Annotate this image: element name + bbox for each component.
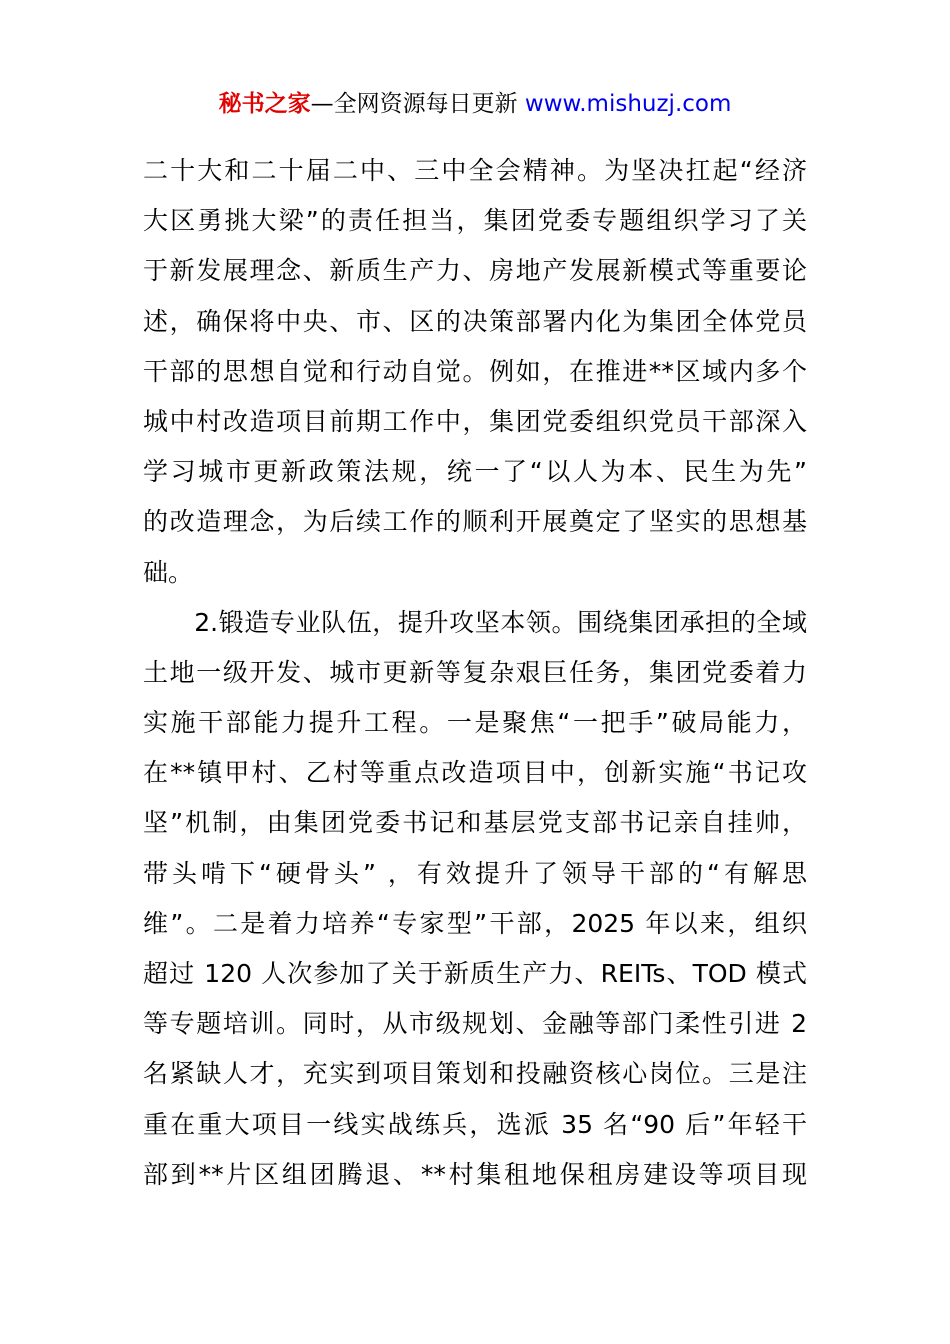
text-line: 城中村改造项目前期工作中，集团党委组织党员干部深入 — [143, 406, 807, 436]
text-line: 部到**片区组团腾退、**村集租地保租房建设等项目现 — [143, 1159, 807, 1189]
paragraph-last-line: 础。 — [143, 557, 194, 587]
text-line: 述，确保将中央、市、区的决策部署内化为集团全体党员 — [143, 306, 807, 336]
paragraph-first-line: 2.锻造专业队伍，提升攻坚本领。围绕集团承担的全域 — [143, 607, 807, 637]
text-line: 大区勇挑大梁”的责任担当，集团党委专题组织学习了关 — [143, 206, 807, 236]
text-line: 土地一级开发、城市更新等复杂艰巨任务，集团党委着力 — [143, 657, 807, 687]
text-line: 带头啃下“硬骨头” ，有效提升了领导干部的“有解思 — [143, 858, 807, 888]
text-line: 于新发展理念、新质生产力、房地产发展新模式等重要论 — [143, 256, 807, 286]
text-line: 维”。二是着力培养“专家型”干部，2025 年以来，组织 — [143, 908, 807, 938]
text-line: 的改造理念，为后续工作的顺利开展奠定了坚实的思想基 — [143, 507, 807, 537]
text-line: 超过 120 人次参加了关于新质生产力、REITs、TOD 模式 — [143, 959, 807, 988]
text-line: 坚”机制，由集团党委书记和基层党支部书记亲自挂帅， — [143, 808, 807, 838]
site-url-link[interactable]: www.mishuzj.com — [524, 91, 732, 117]
text-line: 学习城市更新政策法规，统一了“以人为本、民生为先” — [143, 457, 807, 487]
text-line: 等专题培训。同时，从市级规划、金融等部门柔性引进 2 — [143, 1009, 807, 1039]
text-line: 干部的思想自觉和行动自觉。例如，在推进**区域内多个 — [143, 356, 807, 386]
text-line: 实施干部能力提升工程。一是聚焦“一把手”破局能力， — [143, 708, 807, 738]
header-tagline: —全网资源每日更新 — [310, 91, 525, 117]
text-line: 在**镇甲村、乙村等重点改造项目中，创新实施“书记攻 — [143, 758, 807, 788]
text-line: 名紧缺人才，充实到项目策划和投融资核心岗位。三是注 — [143, 1059, 807, 1089]
text-line: 重在重大项目一线实战练兵，选派 35 名“90 后”年轻干 — [143, 1109, 807, 1139]
page-header — [0, 86, 950, 122]
document-body — [143, 146, 807, 1200]
text-line: 二十大和二十届二中、三中全会精神。为坚决扛起“经济 — [143, 156, 807, 185]
brand-name: 秘书之家 — [218, 91, 311, 117]
